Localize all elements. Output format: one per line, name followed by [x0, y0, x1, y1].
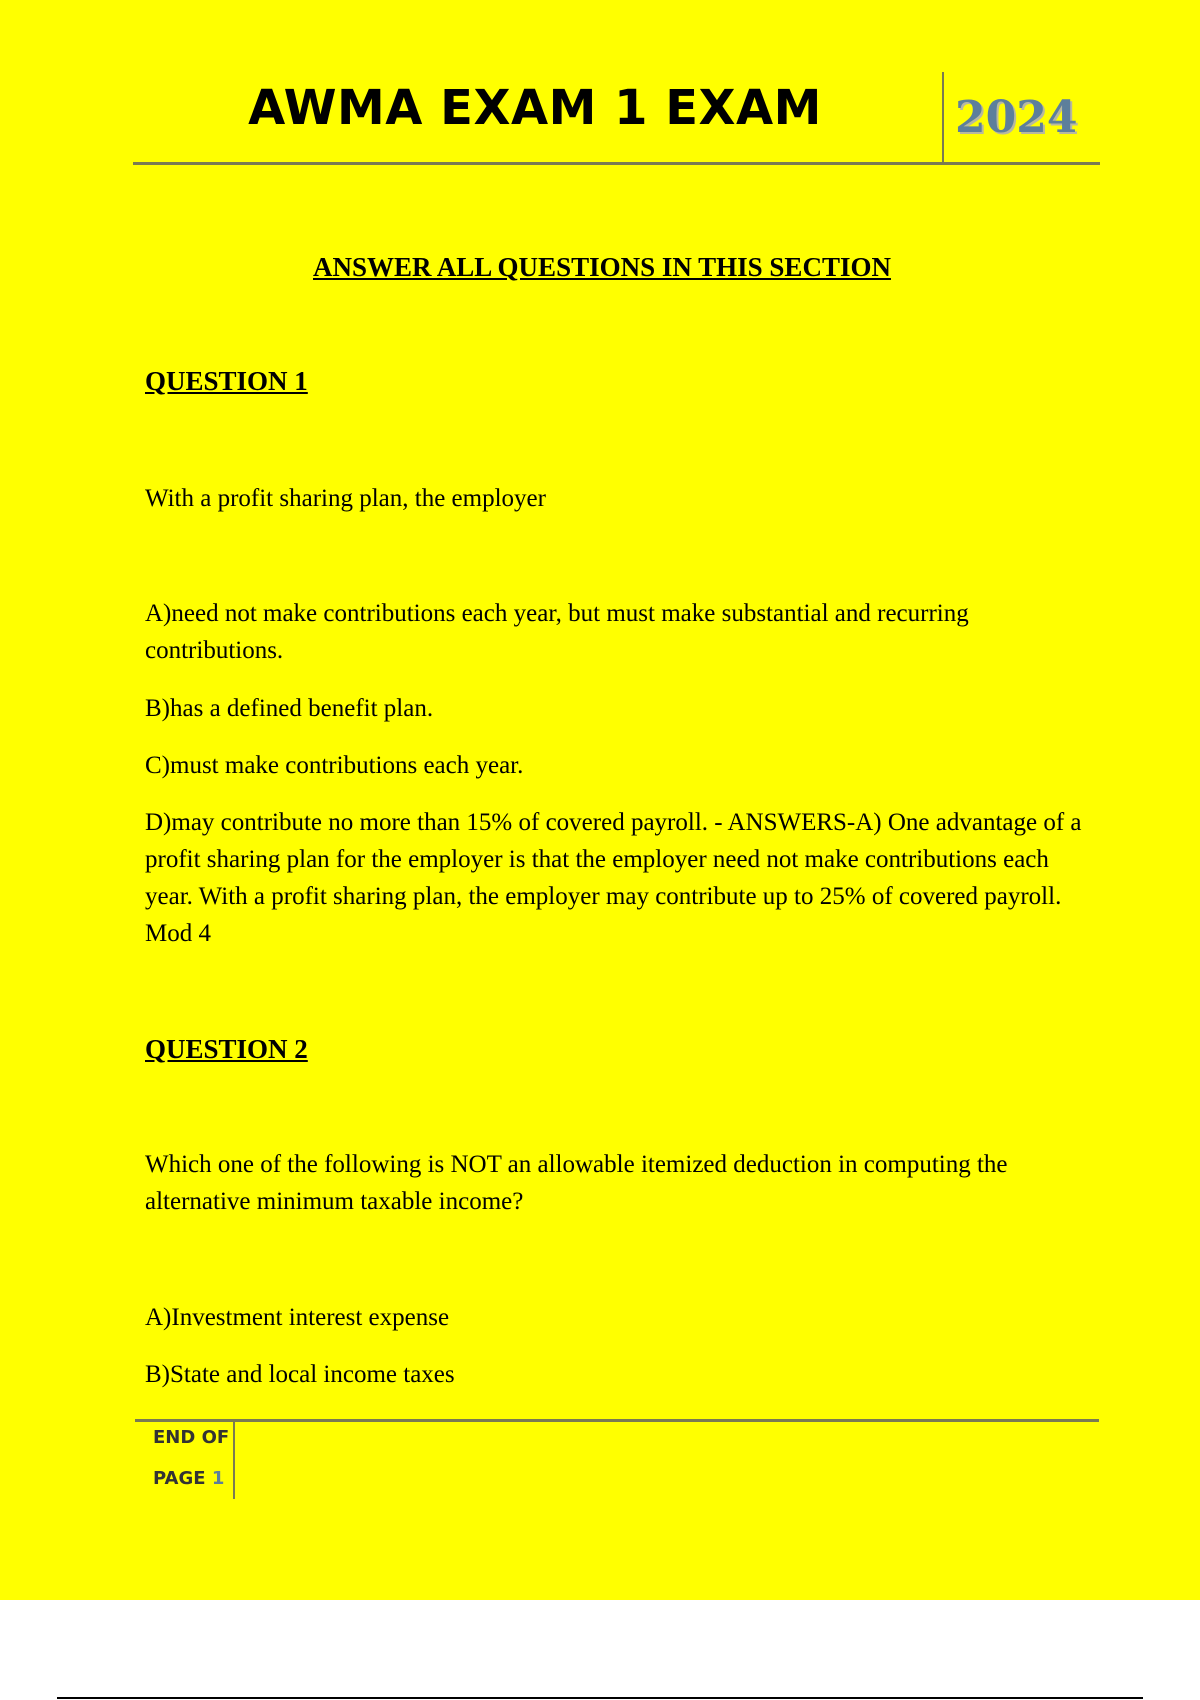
question-2-heading: QUESTION 2 [145, 1034, 308, 1064]
footer-page-prefix: PAGE [153, 1468, 212, 1489]
question-1-option-b: B)has a defined benefit plan. [145, 695, 434, 722]
exam-title: AWMA EXAM 1 EXAM [248, 80, 822, 136]
header-rule [133, 162, 1100, 165]
question-1-option-c: C)must make contributions each year. [145, 752, 524, 779]
footer-page-label [153, 1468, 224, 1489]
question-1-prompt: With a profit sharing plan, the employer [145, 485, 546, 512]
footer-page-number: 1 [211, 1468, 225, 1489]
question-1-option-a: A)need not make contributions each year, but must make substantial and recurring contributions. [145, 600, 969, 664]
question-1-option-d-answer: D)may contribute no more than 15% of covered payroll. - ANSWERS-A) One advantage of a profit sharing plan for the employer is that the employer need not make contributions each year. With a profit sharing plan, the employer may contribute up to 25% of covered payroll. Mod 4 [145, 809, 1082, 947]
footer-divider [233, 1421, 235, 1499]
question-2-prompt: Which one of the following is NOT an allowable itemized deduction in computing the alternative minimum taxable income? [145, 1151, 1008, 1215]
footer-rule [135, 1419, 1099, 1422]
header-divider [942, 72, 944, 164]
question-1-heading: QUESTION 1 [145, 366, 308, 396]
footer-end-of: END OF [153, 1427, 230, 1448]
question-2-option-b: B)State and local income taxes [145, 1361, 455, 1388]
section-heading: ANSWER ALL QUESTIONS IN THIS SECTION [313, 252, 891, 282]
exam-year: 2024 [955, 92, 1078, 143]
question-2-option-a: A)Investment interest expense [145, 1304, 450, 1331]
bottom-rule [57, 1697, 1143, 1699]
